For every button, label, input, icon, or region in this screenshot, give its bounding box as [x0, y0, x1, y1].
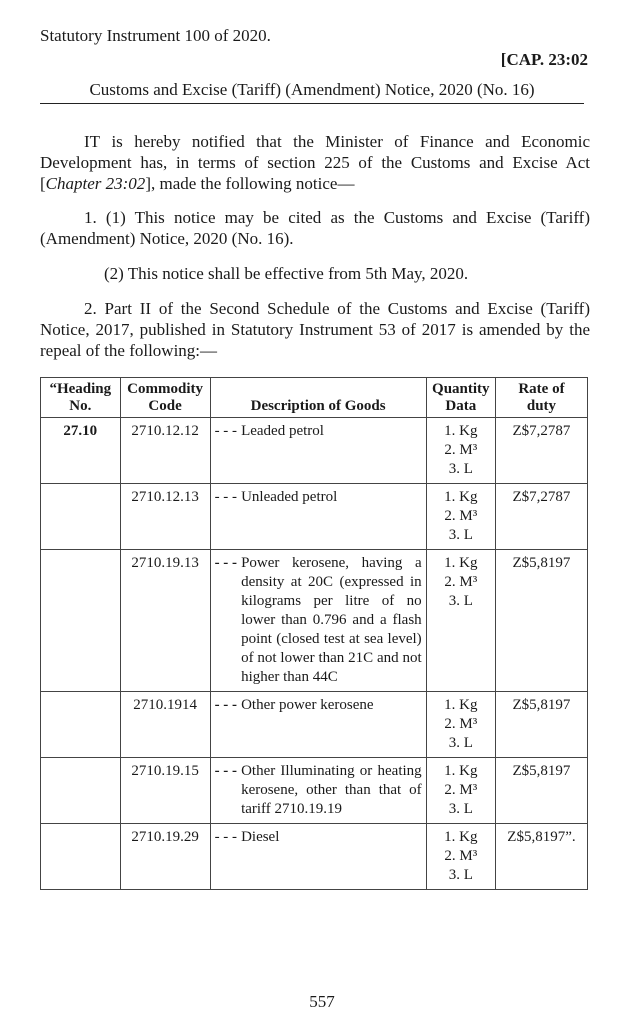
cell-code: 2710.12.12 [120, 418, 210, 484]
cell-quantity [426, 758, 495, 824]
qty-m3: 2. M³ [444, 574, 478, 590]
col-quantity [426, 378, 495, 418]
cell-quantity [426, 418, 495, 484]
col-qty-line1: Quantity [432, 381, 490, 397]
cell-heading [41, 824, 121, 890]
qty-l: 3. L [448, 735, 473, 751]
col-rate [495, 378, 587, 418]
col-code-line1: Commodity [127, 381, 203, 397]
dash-marker: - - - [214, 555, 238, 571]
dash-marker: - - - [214, 697, 238, 713]
cell-code: 2710.12.13 [120, 484, 210, 550]
cell-rate: Z$5,8197 [495, 550, 587, 692]
cell-rate: Z$5,8197 [495, 758, 587, 824]
cell-heading: 27.10 [41, 418, 121, 484]
section-2: 2. Part II of the Second Schedule of the Customs and Excise (Tariff) Notice, 2017, published in Statutory Instrument 53 of 2017 is amended by the repeal of the following:— [40, 299, 590, 360]
table-row [41, 758, 588, 824]
qty-m3: 2. M³ [444, 782, 478, 798]
col-heading-no-line2: No. [69, 398, 92, 414]
table-row [41, 484, 588, 550]
col-rate-line1: Rate of [518, 381, 565, 397]
cell-heading [41, 484, 121, 550]
qty-m3: 2. M³ [444, 508, 478, 524]
col-heading-no [41, 378, 121, 418]
cell-description [210, 550, 426, 692]
qty-kg: 1. Kg [444, 763, 478, 779]
intro-text-b: ], made the following notice— [145, 174, 355, 193]
intro-paragraph [40, 131, 590, 194]
qty-kg: 1. Kg [444, 489, 478, 505]
cell-quantity [426, 824, 495, 890]
cell-description [210, 418, 426, 484]
cell-rate: Z$5,8197”. [495, 824, 587, 890]
qty-l: 3. L [448, 593, 473, 609]
qty-kg: 1. Kg [444, 423, 478, 439]
col-commodity-code [120, 378, 210, 418]
cell-description [210, 758, 426, 824]
cell-rate: Z$7,2787 [495, 418, 587, 484]
cell-quantity [426, 550, 495, 692]
cell-rate: Z$7,2787 [495, 484, 587, 550]
cell-code: 2710.19.13 [120, 550, 210, 692]
description-text: Diesel [241, 829, 280, 845]
qty-m3: 2. M³ [444, 716, 478, 732]
cell-code: 2710.1914 [120, 692, 210, 758]
qty-m3: 2. M³ [444, 442, 478, 458]
cell-description [210, 692, 426, 758]
qty-kg: 1. Kg [444, 829, 478, 845]
qty-l: 3. L [448, 461, 473, 477]
qty-kg: 1. Kg [444, 555, 478, 571]
description-text: Leaded petrol [241, 423, 324, 439]
description-text: Other power kerosene [241, 697, 374, 713]
qty-l: 3. L [448, 801, 473, 817]
cell-heading [41, 550, 121, 692]
table-row [41, 824, 588, 890]
cell-heading [41, 758, 121, 824]
col-qty-line2: Data [445, 398, 477, 414]
table-row [41, 692, 588, 758]
qty-l: 3. L [448, 527, 473, 543]
col-rate-line2: duty [526, 398, 557, 414]
section-1-2: (2) This notice shall be effective from 5th May, 2020. [104, 264, 469, 283]
table-row [41, 550, 588, 692]
page-number: 557 [309, 992, 335, 1011]
cell-quantity [426, 692, 495, 758]
description-text: Unleaded petrol [241, 489, 338, 505]
cell-code: 2710.19.29 [120, 824, 210, 890]
cell-description [210, 484, 426, 550]
cell-code: 2710.19.15 [120, 758, 210, 824]
chapter-reference: [CAP. 23:02 [500, 50, 588, 69]
cell-heading [41, 692, 121, 758]
lead-word: IT [84, 132, 101, 151]
col-description: Description of Goods [210, 378, 426, 418]
dash-marker: - - - [214, 423, 238, 439]
table-header-row [41, 378, 588, 418]
instrument-number: Statutory Instrument 100 of 2020. [40, 26, 271, 45]
cell-quantity [426, 484, 495, 550]
col-code-line2: Code [148, 398, 182, 414]
intro-text-a: is hereby notified that the Minister of Finance and Economic Development has, in terms of section 225 of the Customs and Excise Act [ [40, 132, 590, 193]
dash-marker: - - - [214, 763, 238, 779]
tariff-table [40, 377, 588, 890]
dash-marker: - - - [214, 489, 238, 505]
description-text: Power kerosene, having a density at 20C (expressed in kilograms per litre of no lower than 0.796 and a flash point (closed test at sea level) of not lower than 21C and not higher than 44C [241, 555, 422, 685]
description-text: Other Illuminating or heating kerosene, other than that of tariff 2710.19.19 [241, 763, 422, 817]
notice-title: Customs and Excise (Tariff) (Amendment) Notice, 2020 (No. 16) [40, 80, 584, 104]
qty-l: 3. L [448, 867, 473, 883]
chapter-citation: Chapter 23:02 [45, 174, 146, 193]
section-1-1: 1. (1) This notice may be cited as the Customs and Excise (Tariff) (Amendment) Notice, 2020 (No. 16). [40, 208, 590, 248]
col-heading-no-line1: “Heading [49, 381, 112, 397]
cell-description [210, 824, 426, 890]
qty-m3: 2. M³ [444, 848, 478, 864]
table-row [41, 418, 588, 484]
dash-marker: - - - [214, 829, 238, 845]
cell-rate: Z$5,8197 [495, 692, 587, 758]
qty-kg: 1. Kg [444, 697, 478, 713]
